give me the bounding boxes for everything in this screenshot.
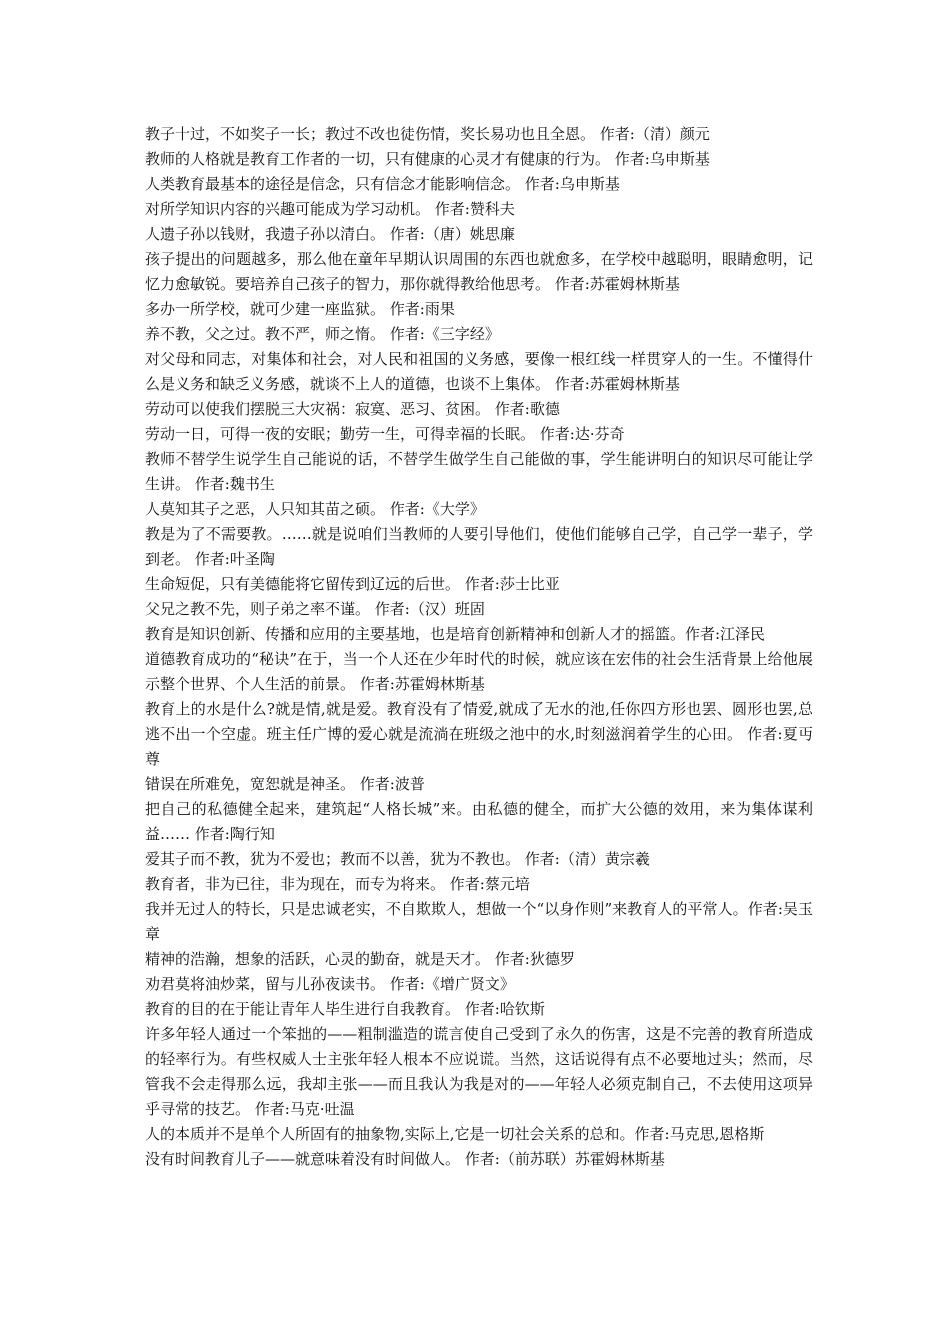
quote-line: 人类教育最基本的途径是信念，只有信念才能影响信念。 作者:乌申斯基 <box>145 175 620 193</box>
quote-line: 劝君莫将油炒菜，留与儿孙夜读书。 作者:《增广贤文》 <box>145 975 515 993</box>
quote-line: 劳动可以使我们摆脱三大灾祸：寂寞、恶习、贫困。 作者:歌德 <box>145 400 560 418</box>
quote-line: 对父母和同志，对集体和社会，对人民和祖国的义务感，要像一根红线一样贯穿人的一生。不懂得什么是义务和缺乏义务感，就谈不上人的道德，也谈不上集体。 作者:苏霍姆林斯基 <box>145 350 813 393</box>
document-body <box>145 122 813 1172</box>
quote-line: 教是为了不需要教。……就是说咱们当教师的人要引导他们，使他们能够自己学，自己学一辈子，学到老。 作者:叶圣陶 <box>145 525 813 568</box>
quote-line: 我并无过人的特长，只是忠诚老实，不自欺欺人，想做一个“以身作则”来教育人的平常人。作者:吴玉章 <box>145 900 813 943</box>
quote-line: 多办一所学校，就可少建一座监狱。 作者:雨果 <box>145 300 455 318</box>
quote-line: 教育者，非为已往，非为现在，而专为将来。 作者:蔡元培 <box>145 875 530 893</box>
quote-line: 生命短促，只有美德能将它留传到辽远的后世。 作者:莎士比亚 <box>145 575 560 593</box>
quote-line: 精神的浩瀚，想象的活跃，心灵的勤奋，就是天才。 作者:狄德罗 <box>145 950 575 968</box>
quote-line: 劳动一日，可得一夜的安眠；勤劳一生，可得幸福的长眠。 作者:达·芬奇 <box>145 425 625 443</box>
quote-line: 对所学知识内容的兴趣可能成为学习动机。 作者:赞科夫 <box>145 200 515 218</box>
quote-line: 错误在所难免，宽恕就是神圣。 作者:波普 <box>145 775 425 793</box>
quote-line: 教师不替学生说学生自己能说的话，不替学生做学生自己能做的事，学生能讲明白的知识尽可能让学生讲。 作者:魏书生 <box>145 450 813 493</box>
quote-line: 把自己的私德健全起来，建筑起“人格长城”来。由私德的健全，而扩大公德的效用，来为集体谋利益…… 作者:陶行知 <box>145 800 813 843</box>
quote-line: 没有时间教育儿子——就意味着没有时间做人。 作者:（前苏联）苏霍姆林斯基 <box>145 1150 665 1168</box>
quote-line: 教育的目的在于能让青年人毕生进行自我教育。 作者:哈钦斯 <box>145 1000 545 1018</box>
quote-line: 人莫知其子之恶，人只知其苗之硕。 作者:《大学》 <box>145 500 485 518</box>
quote-line: 人的本质并不是单个人所固有的抽象物,实际上,它是一切社会关系的总和。作者:马克思,恩格斯 <box>145 1125 765 1143</box>
quote-line: 教师的人格就是教育工作者的一切，只有健康的心灵才有健康的行为。 作者:乌申斯基 <box>145 150 710 168</box>
quote-line: 爱其子而不教，犹为不爱也；教而不以善，犹为不教也。 作者:（清）黄宗羲 <box>145 850 650 868</box>
quote-line: 教育上的水是什么?就是情,就是爱。教育没有了情爱,就成了无水的池,任你四方形也罢、圆形也罢,总逃不出一个空虚。班主任广博的爱心就是流淌在班级之池中的水,时刻滋润着学生的心田。 作者:夏丏尊 <box>145 700 813 768</box>
quote-line: 父兄之教不先，则子弟之率不谨。 作者:（汉）班固 <box>145 600 485 618</box>
quote-line: 养不教，父之过。教不严，师之惰。 作者:《三字经》 <box>145 325 500 343</box>
quote-line: 道德教育成功的“秘诀”在于，当一个人还在少年时代的时候，就应该在宏伟的社会生活背景上给他展示整个世界、个人生活的前景。 作者:苏霍姆林斯基 <box>145 650 813 693</box>
quote-line: 孩子提出的问题越多，那么他在童年早期认识周围的东西也就愈多，在学校中越聪明，眼睛愈明，记忆力愈敏锐。要培养自己孩子的智力，那你就得教给他思考。 作者:苏霍姆林斯基 <box>145 250 813 293</box>
quote-line: 许多年轻人通过一个笨拙的——粗制滥造的谎言使自己受到了永久的伤害，这是不完善的教育所造成的轻率行为。有些权威人士主张年轻人根本不应说谎。当然，这话说得有点不必要地过头；然而，尽管我不会走得那么远，我却主张——而且我认为我是对的——年轻人必须克制自己，不去使用这项异乎寻常的技艺。 作者:马克·吐温 <box>145 1025 813 1118</box>
quote-line: 教育是知识创新、传播和应用的主要基地，也是培育创新精神和创新人才的摇篮。作者:江泽民 <box>145 625 766 643</box>
quote-line: 人遗子孙以钱财，我遗子孙以清白。 作者:（唐）姚思廉 <box>145 225 515 243</box>
quote-line: 教子十过，不如奖子一长；教过不改也徒伤情，奖长易功也且全恩。 作者:（清）颜元 <box>145 125 710 143</box>
